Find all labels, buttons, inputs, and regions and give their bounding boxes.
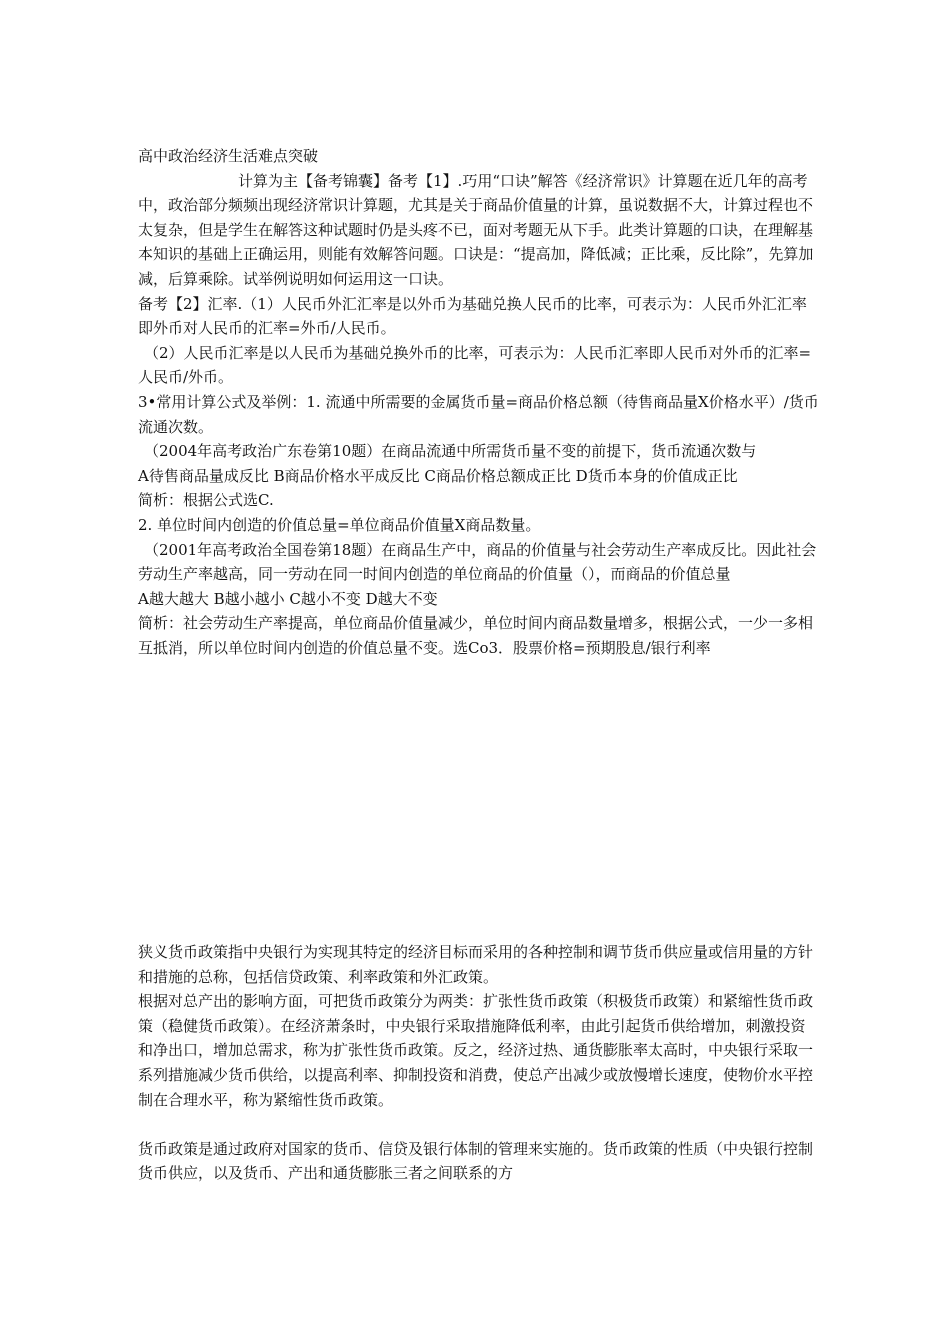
paragraph-exchange-rate-1: 备考【2】汇率.（1）人民币外汇汇率是以外币为基础兑换人民币的比率，可表示为：人民币外汇汇率即外币对人民币的汇率=外币/人民币。 (138, 294, 807, 338)
blank-line (138, 1112, 820, 1137)
paragraph-analysis-2004: 简析：根据公式选C. (138, 491, 274, 510)
paragraph-exchange-rate-2: （2）人民币汇率是以人民币为基础兑换外币的比率，可表示为：人民币汇率即人民币对外币的汇率=人民币/外币。 (138, 343, 812, 387)
document-title: 高中政治经济生活难点突破 (138, 147, 319, 165)
document-section-1 (138, 144, 820, 660)
paragraph-options-2004: A待售商品量成反比 B商品价格水平成反比 C商品价格总额成正比 D货币本身的价值成正比 (138, 466, 738, 485)
paragraph-formula-2: 2. 单位时间内创造的价值总量=单位商品价值量X商品数量。 (138, 515, 541, 534)
paragraph-question-2001: （2001年高考政治全国卷第18题）在商品生产中，商品的价值量与社会劳动生产率成反比。因此社会劳动生产率越高，同一劳动在同一时间内创造的单位商品的价值量（），而商品的价值总量 (138, 540, 817, 584)
paragraph-monetary-policy-types: 根据对总产出的影响方面，可把货币政策分为两类：扩张性货币政策（积极货币政策）和紧缩性货币政策（稳健货币政策）。在经济萧条时，中央银行采取措施降低利率，由此引起货币供给增加，刺激投资和净出口，增加总需求，称为扩张性货币政策。反之，经济过热、通货膨胀率太高时，中央银行采取一系列措施减少货币供给，以提高利率、抑制投资和消费，使总产出减少或放慢增长速度，使物价水平控制在合理水平，称为紧缩性货币政策。 (138, 992, 814, 1109)
paragraph-question-2004: （2004年高考政治广东卷第10题）在商品流通中所需货币量不变的前提下，货币流通次数与 (144, 442, 757, 461)
paragraph-formula-1: 3•常用计算公式及举例：1. 流通中所需要的金属货币量=商品价格总额（待售商品量X价格水平）/货币流通次数。 (138, 392, 819, 436)
document-section-2 (138, 940, 820, 1186)
paragraph-monetary-policy-nature: 货币政策是通过政府对国家的货币、信贷及银行体制的管理来实施的。货币政策的性质（中央银行控制货币供应，以及货币、产出和通货膨胀三者之间联系的方 (138, 1139, 814, 1183)
paragraph-intro: 计算为主【备考锦囊】备考【1】.巧用“口诀”解答《经济常识》计算题在近几年的高考中，政治部分频频出现经济常识计算题，尤其是关于商品价值量的计算，虽说数据不大，计算过程也不太复杂，但是学生在解答这种试题时仍是头疼不已，面对考题无从下手。此类计算题的口诀，在理解基本知识的基础上正确运用，则能有效解答问题。口诀是：“提高加，降低减；正比乘，反比除”，先算加减，后算乘除。试举例说明如何运用这一口诀。 (138, 171, 814, 288)
paragraph-monetary-policy-definition: 狭义货币政策指中央银行为实现其特定的经济目标而采用的各种控制和调节货币供应量或信用量的方针和措施的总称，包括信贷政策、利率政策和外汇政策。 (138, 943, 814, 986)
paragraph-options-2001: A越大越大 B越小越小 C越小不变 D越大不变 (138, 589, 438, 608)
paragraph-analysis-2001: 简析：社会劳动生产率提高，单位商品价值量减少，单位时间内商品数量增多，根据公式，一少一多相互抵消，所以单位时间内创造的价值总量不变。选Co3．股票价格=预期股息/银行利率 (138, 614, 814, 657)
